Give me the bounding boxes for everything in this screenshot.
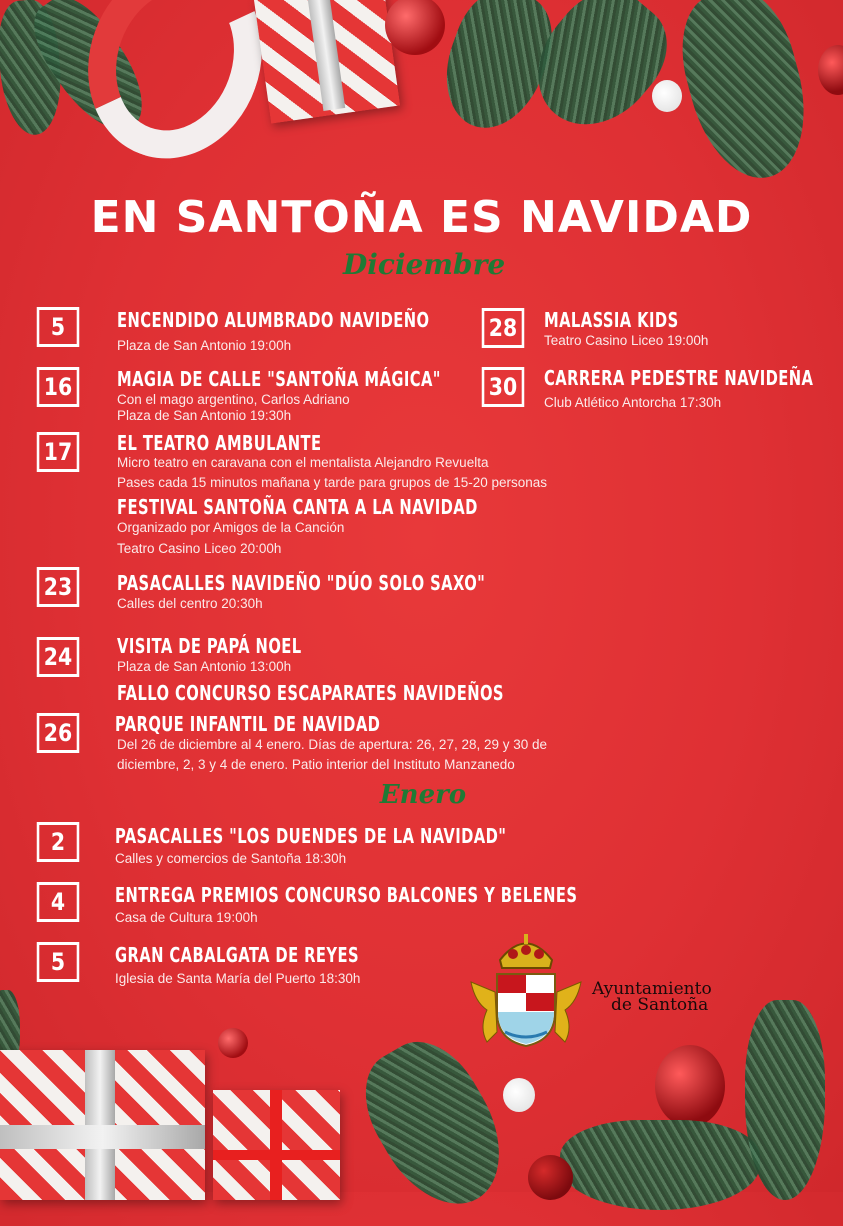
event-detail: Calles del centro 20:30h bbox=[117, 596, 263, 611]
white-bead-icon bbox=[503, 1078, 535, 1112]
event-title: VISITA DE PAPÁ NOEL bbox=[117, 634, 302, 658]
event-detail: Iglesia de Santa María del Puerto 18:30h bbox=[115, 971, 361, 986]
event-title: GRAN CABALGATA DE REYES bbox=[115, 943, 360, 967]
pine-branch-icon bbox=[745, 1000, 825, 1200]
event-title: MAGIA DE CALLE "SANTOÑA MÁGICA" bbox=[117, 367, 441, 391]
candy-cane-icon bbox=[61, 0, 289, 183]
event-title: EL TEATRO AMBULANTE bbox=[117, 431, 322, 455]
event-detail: Plaza de San Antonio 13:00h bbox=[117, 659, 292, 674]
day-badge: 5 bbox=[37, 307, 80, 347]
event-detail: Club Atlético Antorcha 17:30h bbox=[544, 395, 722, 410]
event-detail: Micro teatro en caravana con el mentalista Alejandro Revuelta bbox=[117, 455, 489, 470]
event-detail: Plaza de San Antonio 19:00h bbox=[117, 338, 292, 353]
event-title: ENTREGA PREMIOS CONCURSO BALCONES Y BELENES bbox=[115, 883, 578, 907]
coat-of-arms-icon bbox=[465, 932, 587, 1050]
event-title: PARQUE INFANTIL DE NAVIDAD bbox=[115, 712, 381, 736]
day-badge: 17 bbox=[37, 432, 80, 472]
ribbon-icon bbox=[0, 1125, 205, 1149]
logo-line2: de Santoña bbox=[611, 995, 709, 1015]
event-detail: Pases cada 15 minutos mañana y tarde para grupos de 15-20 personas bbox=[117, 475, 548, 490]
ribbon-icon bbox=[270, 1090, 282, 1200]
day-badge: 28 bbox=[482, 308, 525, 348]
event-detail: Casa de Cultura 19:00h bbox=[115, 910, 258, 925]
event-title: FALLO CONCURSO ESCAPARATES NAVIDEÑOS bbox=[117, 681, 504, 705]
event-detail: Calles y comercios de Santoña 18:30h bbox=[115, 851, 347, 866]
ornament-ball-icon bbox=[528, 1155, 573, 1200]
day-badge: 2 bbox=[37, 822, 80, 862]
section-label-december: Diciembre bbox=[343, 248, 506, 281]
event-title: PASACALLES NAVIDEÑO "DÚO SOLO SAXO" bbox=[117, 571, 486, 595]
event-detail: Teatro Casino Liceo 20:00h bbox=[117, 541, 282, 556]
pine-branch-icon bbox=[667, 0, 822, 191]
white-bead-icon bbox=[652, 80, 682, 112]
event-detail: Organizado por Amigos de la Canción bbox=[117, 520, 345, 535]
event-detail: Con el mago argentino, Carlos Adriano bbox=[117, 392, 350, 407]
section-label-january: Enero bbox=[379, 780, 467, 810]
event-detail: Del 26 de diciembre al 4 enero. Días de apertura: 26, 27, 28, 29 y 30 de bbox=[117, 737, 548, 752]
pine-branch-icon bbox=[345, 1024, 525, 1226]
day-badge: 5 bbox=[37, 942, 80, 982]
poster-title: EN SANTOÑA ES NAVIDAD bbox=[90, 192, 753, 243]
logo-line1: Ayuntamiento bbox=[592, 979, 712, 999]
ornament-ball-icon bbox=[218, 1028, 248, 1058]
day-badge: 23 bbox=[37, 567, 80, 607]
event-title: ENCENDIDO ALUMBRADO NAVIDEÑO bbox=[117, 308, 430, 332]
ornament-ball-icon bbox=[385, 0, 445, 55]
event-detail: diciembre, 2, 3 y 4 de enero. Patio interior del Instituto Manzanedo bbox=[117, 757, 515, 772]
pine-branch-icon bbox=[560, 1120, 760, 1210]
day-badge: 4 bbox=[37, 882, 80, 922]
day-badge: 24 bbox=[37, 637, 80, 677]
ornament-ball-icon bbox=[818, 45, 843, 95]
day-badge: 16 bbox=[37, 367, 80, 407]
event-title: PASACALLES "LOS DUENDES DE LA NAVIDAD" bbox=[115, 824, 507, 848]
event-title: MALASSIA KIDS bbox=[544, 308, 679, 332]
event-detail: Teatro Casino Liceo 19:00h bbox=[544, 333, 709, 348]
ornament-ball-icon bbox=[655, 1045, 725, 1127]
day-badge: 26 bbox=[37, 713, 80, 753]
day-badge: 30 bbox=[482, 367, 525, 407]
event-title: CARRERA PEDESTRE NAVIDEÑA bbox=[544, 366, 814, 390]
event-detail: Plaza de San Antonio 19:30h bbox=[117, 408, 292, 423]
ribbon-icon bbox=[213, 1150, 340, 1160]
event-title: FESTIVAL SANTOÑA CANTA A LA NAVIDAD bbox=[117, 495, 478, 519]
